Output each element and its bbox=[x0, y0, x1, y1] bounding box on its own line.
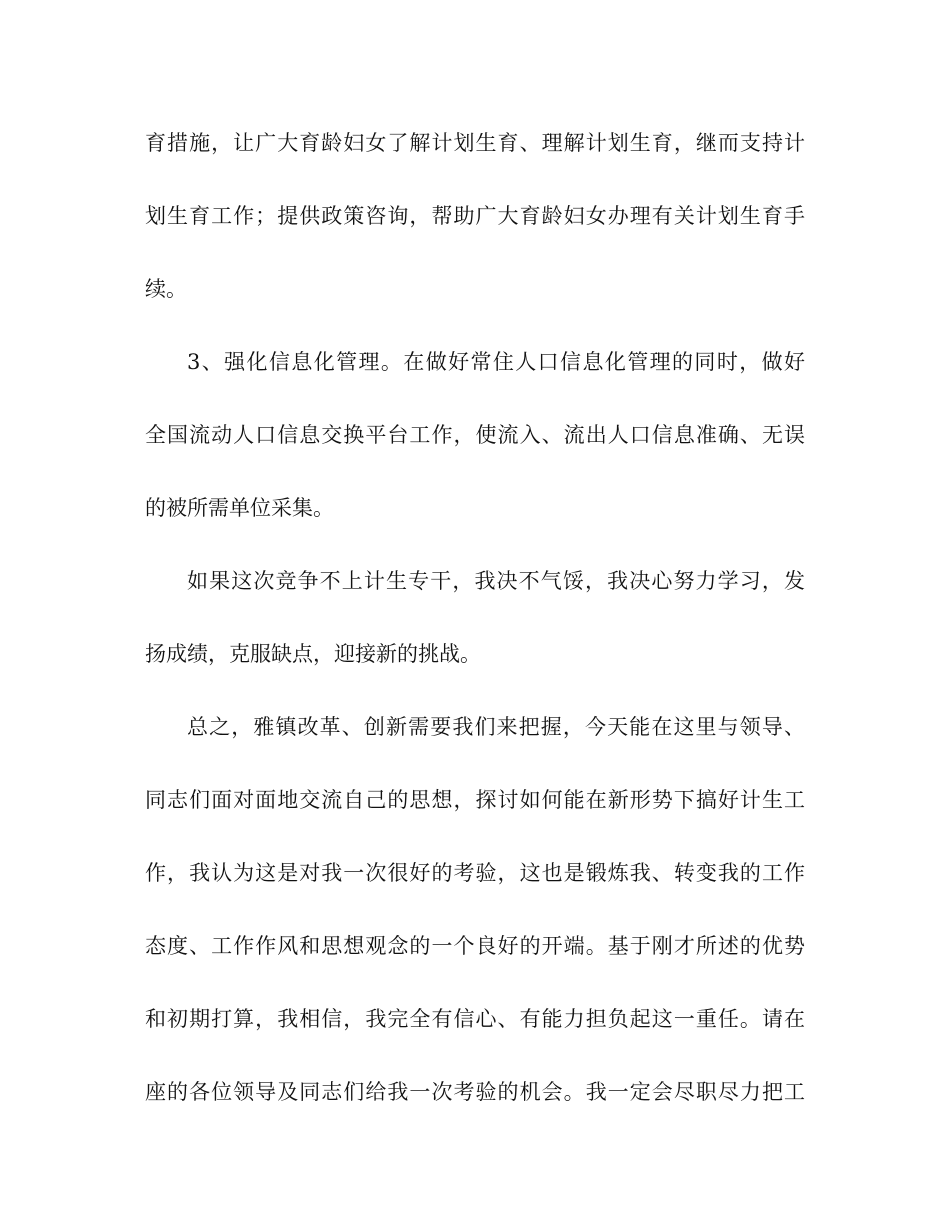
text-line: 态度、工作作风和思想观念的一个良好的开端。基于刚才所述的优势 bbox=[145, 934, 805, 958]
text-line: 作，我认为这是对我一次很好的考验，这也是锻炼我、转变我的工作 bbox=[145, 861, 805, 885]
text-line: 如果这次竞争不上计生专干，我决不气馁，我决心努力学习，发 bbox=[187, 569, 805, 593]
text-line: 和初期打算，我相信，我完全有信心、有能力担负起这一重任。请在 bbox=[145, 1007, 805, 1031]
text-line: 座的各位领导及同志们给我一次考验的机会。我一定会尽职尽力把工 bbox=[145, 1080, 805, 1104]
text-line: 总之，雅镇改革、创新需要我们来把握，今天能在这里与领导、 bbox=[187, 715, 805, 739]
text-line: 3、强化信息化管理。在做好常住人口信息化管理的同时，做好 bbox=[187, 350, 805, 374]
text-line: 全国流动人口信息交换平台工作，使流入、流出人口信息准确、无误 bbox=[145, 423, 805, 447]
text-line: 续。 bbox=[145, 277, 187, 301]
text-line: 扬成绩，克服缺点，迎接新的挑战。 bbox=[145, 642, 481, 666]
text-line: 划生育工作；提供政策咨询，帮助广大育龄妇女办理有关计划生育手 bbox=[145, 204, 805, 228]
text-line: 育措施，让广大育龄妇女了解计划生育、理解计划生育，继而支持计 bbox=[145, 131, 805, 155]
text-line: 的被所需单位采集。 bbox=[145, 496, 334, 520]
text-line: 同志们面对面地交流自己的思想，探讨如何能在新形势下搞好计生工 bbox=[145, 788, 805, 812]
